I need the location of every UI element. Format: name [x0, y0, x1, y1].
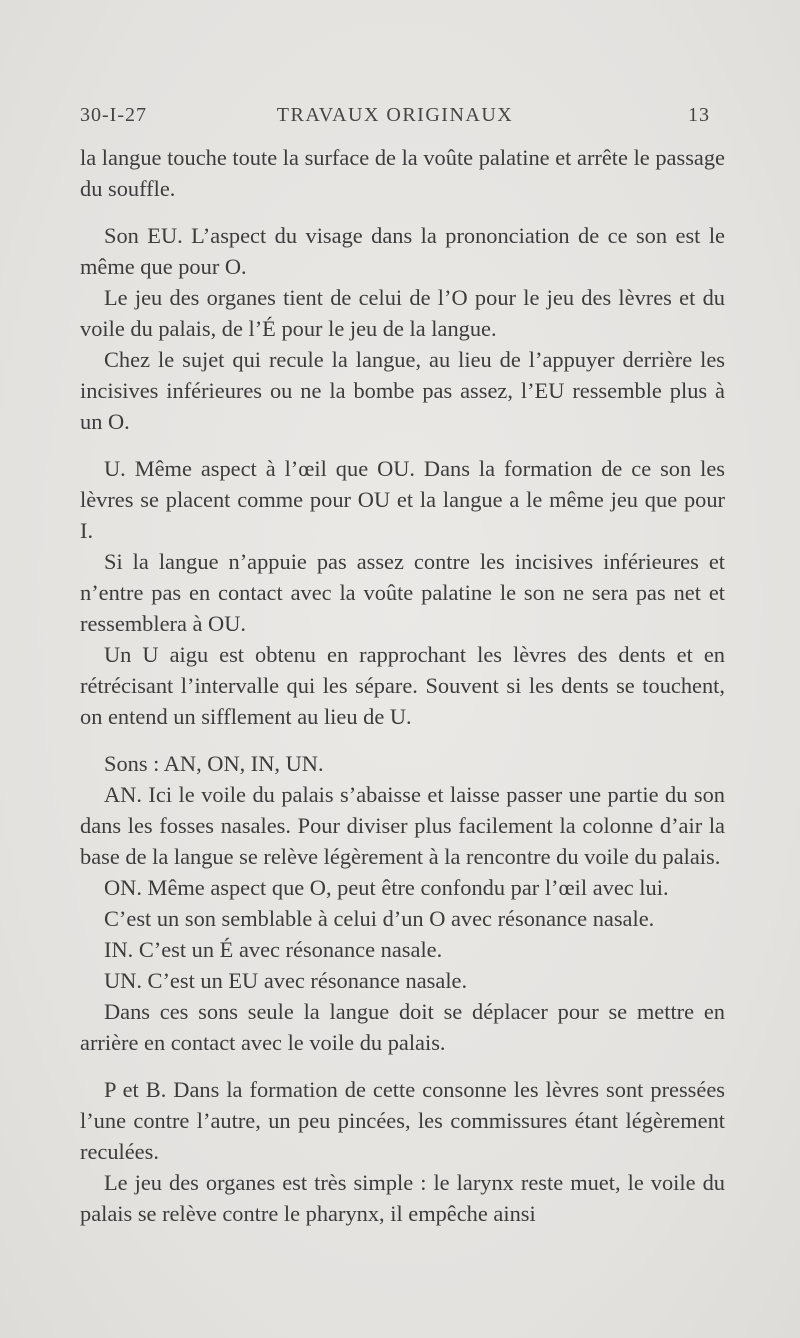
paragraph: la langue touche toute la surface de la voûte palatine et arrête le passage du souffle.: [80, 145, 725, 201]
paragraph: Le jeu des organes tient de celui de l’O pour le jeu des lèvres et du voile du palais, de l’É pour le jeu de la langue.: [80, 285, 725, 341]
paragraph: AN. Ici le voile du palais s’abaisse et laisse passer une partie du son dans les fosses nasales. Pour diviser plus facilement la colonne d’air la base de la langue se relève légèrement à la rencontre du voile du palais.: [80, 782, 725, 869]
paragraph: P et B. Dans la formation de cette consonne les lèvres sont pressées l’une contre l’autre, un peu pincées, les commissures étant légèrement reculées.: [80, 1077, 725, 1164]
paragraph: Le jeu des organes est très simple : le larynx reste muet, le voile du palais se relève contre le pharynx, il empêche ainsi: [80, 1170, 725, 1226]
paragraph: U. Même aspect à l’œil que OU. Dans la formation de ce son les lèvres se placent comme pour OU et la langue a le même jeu que pour I.: [80, 456, 725, 543]
paragraph: Sons : AN, ON, IN, UN.: [104, 751, 324, 776]
paragraph: IN. C’est un É avec résonance nasale.: [104, 937, 443, 962]
body-text: [80, 142, 725, 1229]
paragraph: C’est un son semblable à celui d’un O avec résonance nasale.: [104, 906, 655, 931]
page-number: 13: [688, 104, 710, 126]
paragraph: UN. C’est un EU avec résonance nasale.: [104, 968, 468, 993]
paragraph: Chez le sujet qui recule la langue, au lieu de l’appuyer derrière les incisives inférieures ou ne la bombe pas assez, l’EU ressemble plus à un O.: [80, 347, 725, 434]
paragraph: Son EU. L’aspect du visage dans la prononciation de ce son est le même que pour O.: [80, 223, 725, 279]
header-date: 30-I-27: [80, 104, 147, 126]
paragraph: ON. Même aspect que O, peut être confondu par l’œil avec lui.: [104, 875, 669, 900]
paragraph: Un U aigu est obtenu en rapprochant les lèvres des dents et en rétrécisant l’intervalle qui les sépare. Souvent si les dents se touchent, on entend un sifflement au lieu de U.: [80, 642, 725, 729]
paragraph: Dans ces sons seule la langue doit se déplacer pour se mettre en arrière en contact avec le voile du palais.: [80, 999, 725, 1055]
paragraph: Si la langue n’appuie pas assez contre les incisives inférieures et n’entre pas en contact avec la voûte palatine le son ne sera pas net et ressemblera à OU.: [80, 549, 725, 636]
header-title: TRAVAUX ORIGINAUX: [276, 104, 514, 126]
running-header: [80, 104, 710, 134]
